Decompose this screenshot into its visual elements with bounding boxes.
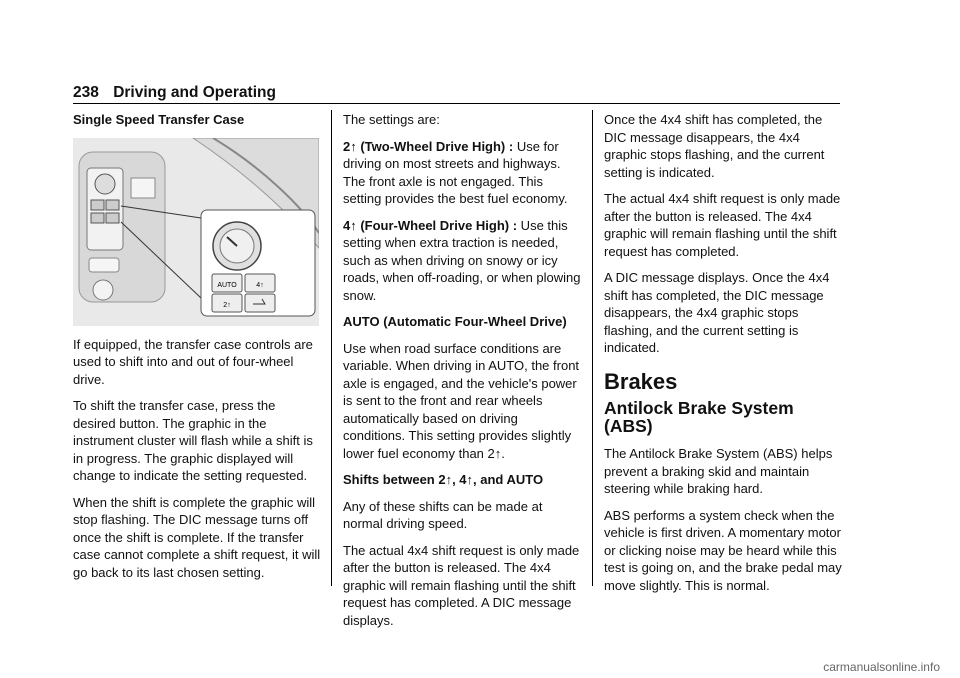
watermark: carmanualsonline.info <box>823 660 940 674</box>
paragraph: When the shift is complete the graphic will stop flashing. The DIC message turns off once the shift is complete. If the transfer case cannot complete a shift request, it will go back to its last chosen setting. <box>73 494 321 580</box>
subheading-auto: AUTO (Automatic Four-Wheel Drive) <box>343 314 567 329</box>
paragraph: The actual 4x4 shift request is only made after the button is released. The 4x4 graphic will remain flashing until the shift request has completed. <box>604 191 841 259</box>
column-divider <box>592 110 593 586</box>
fig-four-high-label: 4↑ <box>256 281 264 289</box>
setting-four-high <box>343 217 581 305</box>
column-1 <box>73 111 321 590</box>
paragraph: The Antilock Brake System (ABS) helps prevent a braking skid and maintain steering while braking hard. <box>604 446 833 496</box>
subheading-shifts: Shifts between 2↑, 4↑, and AUTO <box>343 472 544 487</box>
section-title: Driving and Operating <box>113 84 276 101</box>
section-heading-brakes: Brakes <box>604 368 678 394</box>
desc-two-high: Use for driving on most streets and highways. The front axle is not engaged. This setting provides the best fuel economy. <box>343 138 568 206</box>
paragraph: The actual 4x4 shift request is only made after the button is released. The 4x4 graphic will remain flashing until the shift request has completed. A DIC message displays. <box>343 542 580 628</box>
column-divider <box>331 110 332 586</box>
column-3 <box>604 111 842 603</box>
transfer-case-controls-figure <box>73 138 319 326</box>
section-heading-abs: Antilock Brake System (ABS) <box>604 398 794 436</box>
fig-two-high-label: 2↑ <box>223 301 231 309</box>
paragraph: Use when road surface conditions are variable. When driving in AUTO, the front axle is engaged, and the vehicle's power is sent to the front and rear wheels automatically based on driving conditions. This setting provides slightly lower fuel economy than 2↑. <box>343 340 580 461</box>
setting-two-high <box>343 138 581 208</box>
page-header <box>73 84 286 102</box>
column-2 <box>343 111 581 638</box>
term-four-high: 4↑ (Four-Wheel Drive High) : <box>343 217 518 233</box>
subheading-transfer-case: Single Speed Transfer Case <box>73 112 245 127</box>
paragraph: A DIC message displays. Once the 4x4 shift has completed, the DIC message disappears, the 4x4 graphic stops flashing, and the current setting is indicated. <box>604 270 830 355</box>
paragraph: Once the 4x4 shift has completed, the DIC message disappears, the 4x4 graphic stops flashing, and the current setting is indicated. <box>604 112 825 180</box>
paragraph: ABS performs a system check when the vehicle is first driven. A momentary motor or clicking noise may be heard while this test is going on, and the brake pedal may move slightly. This is normal. <box>604 507 842 593</box>
header-rule <box>73 103 840 104</box>
paragraph: Any of these shifts can be made at normal driving speed. <box>343 498 543 531</box>
term-two-high: 2↑ (Two-Wheel Drive High) : <box>343 138 514 154</box>
page-number: 238 <box>73 84 99 101</box>
paragraph: The settings are: <box>343 112 440 127</box>
paragraph: To shift the transfer case, press the desired button. The graphic in the instrument cluster will flash while a shift is in progress. The graphic displayed will change to indicate the setting requested. <box>73 398 313 483</box>
desc-four-high: Use this setting when extra traction is needed, such as when driving on snowy or icy roads, when off-roading, or when plowing snow. <box>343 217 581 303</box>
paragraph: If equipped, the transfer case controls are used to shift into and out of four-wheel drive. <box>73 336 313 387</box>
fig-auto-label: AUTO <box>217 281 237 289</box>
